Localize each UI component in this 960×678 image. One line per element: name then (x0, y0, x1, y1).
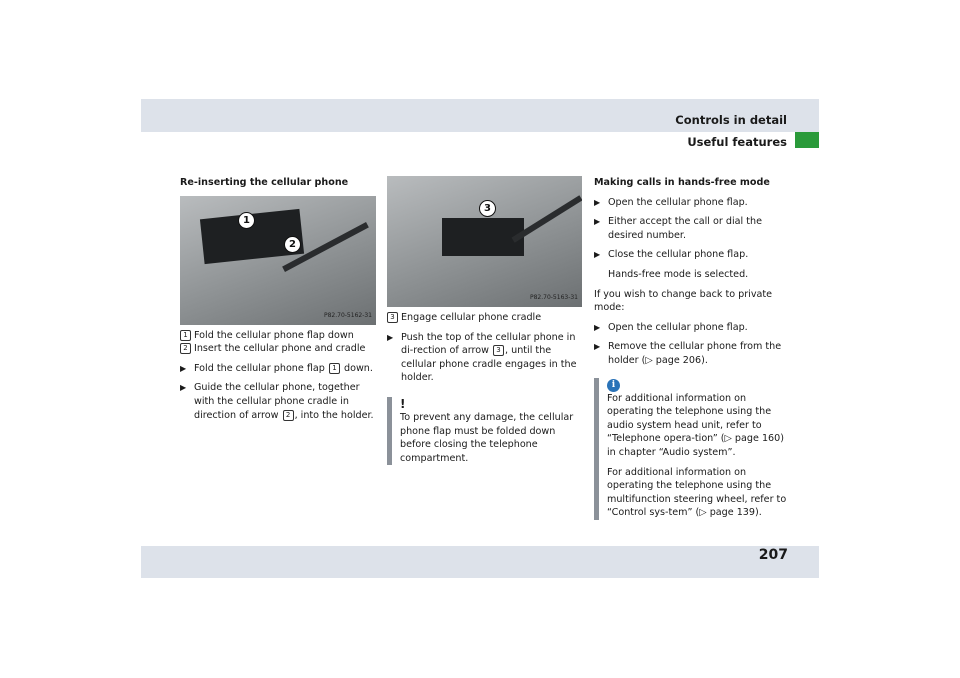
step-3 (387, 311, 582, 325)
inline-number: 2 (283, 410, 294, 421)
column-reinsert (180, 176, 376, 422)
bullet-triangle-icon: ▶ (387, 332, 394, 342)
bullet-text: Push the top of the cellular phone in di-rection of arrow (401, 331, 576, 357)
step-number: 1 (180, 330, 191, 341)
photo-code: P82.70-5162-31 (323, 312, 372, 319)
bullet-accept-call (594, 215, 790, 242)
bullet-triangle-icon: ▶ (594, 342, 601, 352)
photo-engage (387, 176, 582, 307)
warning-icon: ! (400, 396, 406, 411)
photo-reinsert (180, 196, 376, 325)
column-handsfree (594, 176, 790, 520)
warning-text: To prevent any damage, the cellular phone flap must be folded down before closing the telephone compartment. (400, 411, 574, 464)
bullet-text: Open the cellular phone flap. (608, 321, 748, 333)
info-text-1: For additional information on operating the telephone using the audio system head unit, refer to “Telephone opera-tion” (▷ page 160) in chapter “Audio system”. (607, 392, 784, 458)
bullet-text: Open the cellular phone flap. (608, 196, 748, 208)
bullet-open-flap-2 (594, 321, 790, 335)
info-text-2: For additional information on operating the telephone using the multifunction steering wheel, refer to “Control sys-tem” (▷ page 139). (607, 466, 787, 519)
warning-box (387, 397, 582, 465)
column-engage (387, 176, 582, 465)
info-box (594, 378, 790, 520)
step-text: Engage cellular phone cradle (401, 312, 542, 323)
callout-2: 2 (284, 236, 301, 253)
bullet-remove-phone (594, 340, 790, 367)
section-subtitle: Useful features (687, 135, 787, 149)
bullet-triangle-icon: ▶ (594, 217, 601, 227)
step-number: 3 (387, 312, 398, 323)
result-text: Hands-free mode is selected. (608, 268, 749, 280)
bullet-text: , into the holder. (294, 409, 374, 421)
info-icon: i (607, 379, 620, 392)
step-text: Fold the cellular phone flap down (194, 329, 354, 341)
bullet-text: Close the cellular phone flap. (608, 249, 749, 261)
step-1 (180, 329, 376, 343)
section-title: Controls in detail (675, 113, 787, 127)
section-marker (795, 132, 819, 148)
bullet-text: Either accept the call or dial the desired number. (608, 216, 762, 241)
heading-reinsert: Re-inserting the cellular phone (180, 177, 349, 188)
intro-text: If you wish to change back to private mode: (594, 288, 773, 314)
bullet-open-flap (594, 196, 790, 210)
bullet-fold-flap (180, 362, 376, 376)
bullet-text: , until the cellular phone cradle engages in the holder. (401, 345, 577, 384)
heading-handsfree: Making calls in hands-free mode (594, 177, 770, 188)
bullet-push-phone (387, 331, 582, 385)
step-number: 2 (180, 343, 191, 354)
bullet-triangle-icon: ▶ (594, 197, 601, 207)
photo-code: P82.70-5163-31 (529, 294, 578, 302)
bullet-triangle-icon: ▶ (180, 383, 187, 393)
page-number: 207 (758, 547, 788, 563)
footer-band (141, 546, 819, 578)
bullet-triangle-icon: ▶ (594, 322, 601, 332)
bullet-triangle-icon: ▶ (180, 363, 187, 373)
bullet-guide-phone (180, 381, 376, 422)
callout-1: 1 (238, 212, 255, 229)
bullet-text: down. (343, 362, 373, 374)
step-2 (180, 342, 376, 356)
inline-number: 3 (493, 345, 504, 356)
bullet-text: Fold the cellular phone flap (194, 362, 325, 374)
callout-3: 3 (479, 200, 496, 217)
bullet-triangle-icon: ▶ (594, 250, 601, 260)
bullet-text: Guide the cellular phone, together with the cellular phone cradle in direction of arrow (194, 382, 360, 421)
step-text: Insert the cellular phone and cradle (194, 343, 366, 355)
bullet-text: Remove the cellular phone from the holder (▷ page 206). (608, 341, 782, 366)
inline-number: 1 (329, 363, 340, 374)
bullet-close-flap (594, 248, 790, 262)
